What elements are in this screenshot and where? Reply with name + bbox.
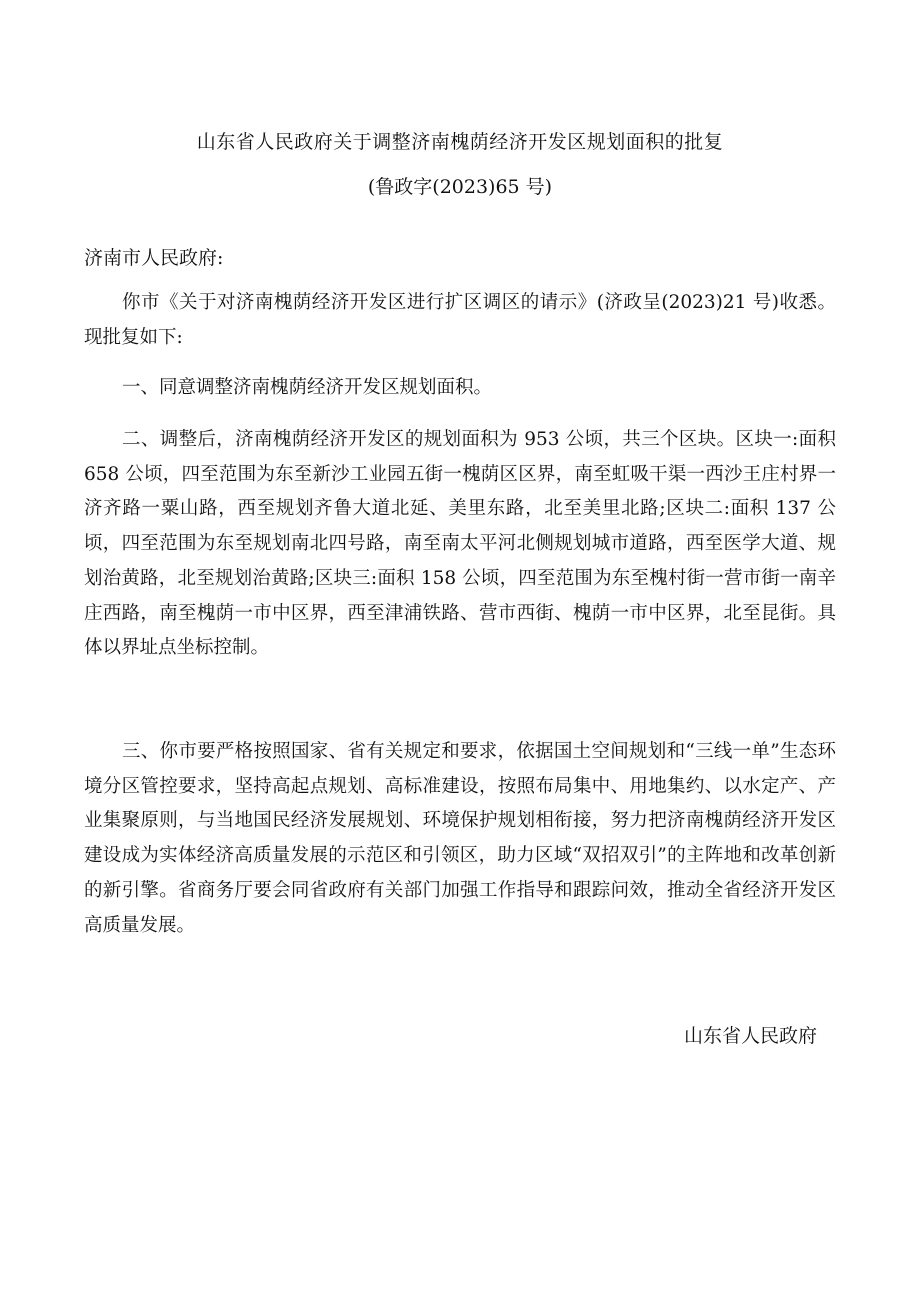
document-number: (鲁政字(2023)65 号) <box>367 176 553 198</box>
paragraph-receipt: 你市《关于对济南槐荫经济开发区进行扩区调区的请示》(济政呈(2023)21 号)收悉。现批复如下: <box>84 292 836 348</box>
signature: 山东省人民政府 <box>683 1025 817 1047</box>
salutation: 济南市人民政府: <box>84 247 224 269</box>
paragraph-item-two: 二、调整后，济南槐荫经济开发区的规划面积为 953 公顷，共三个区块。区块一:面积 658 公顷，四至范围为东至新沙工业园五街一槐荫区区界，南至虹吸干渠一西沙王庄村界一济齐路一粟山路，西至规划齐鲁大道北延、美里东路，北至美里北路;区块二:面积 137 公顷，四至范围为东至规划南北四号路，南至南太平河北侧规划城市道路，西至医学大道、规划治黄路，北至规划治黄路;区块三:面积 158 公顷，四至范围为东至槐村街一营市街一南辛庄西路，南至槐荫一市中区界，西至津浦铁路、营市西街、槐荫一市中区界，北至昆街。具体以界址点坐标控制。 <box>84 429 836 659</box>
paragraph-item-three: 三、你市要严格按照国家、省有关规定和要求，依据国土空间规划和“三线一单”生态环境分区管控要求，坚持高起点规划、高标准建设，按照布局集中、用地集约、以水定产、产业集聚原则，与当地国民经济发展规划、环境保护规划相衔接，努力把济南槐荫经济开发区建设成为实体经济高质量发展的示范区和引领区，助力区域“双招双引”的主阵地和改革创新的新引擎。省商务厅要会同省政府有关部门加强工作指导和跟踪问效，推动全省经济开发区高质量发展。 <box>84 741 836 936</box>
paragraph-item-one: 一、同意调整济南槐荫经济开发区规划面积。 <box>122 377 493 398</box>
document-title: 山东省人民政府关于调整济南槐荫经济开发区规划面积的批复 <box>196 131 724 153</box>
